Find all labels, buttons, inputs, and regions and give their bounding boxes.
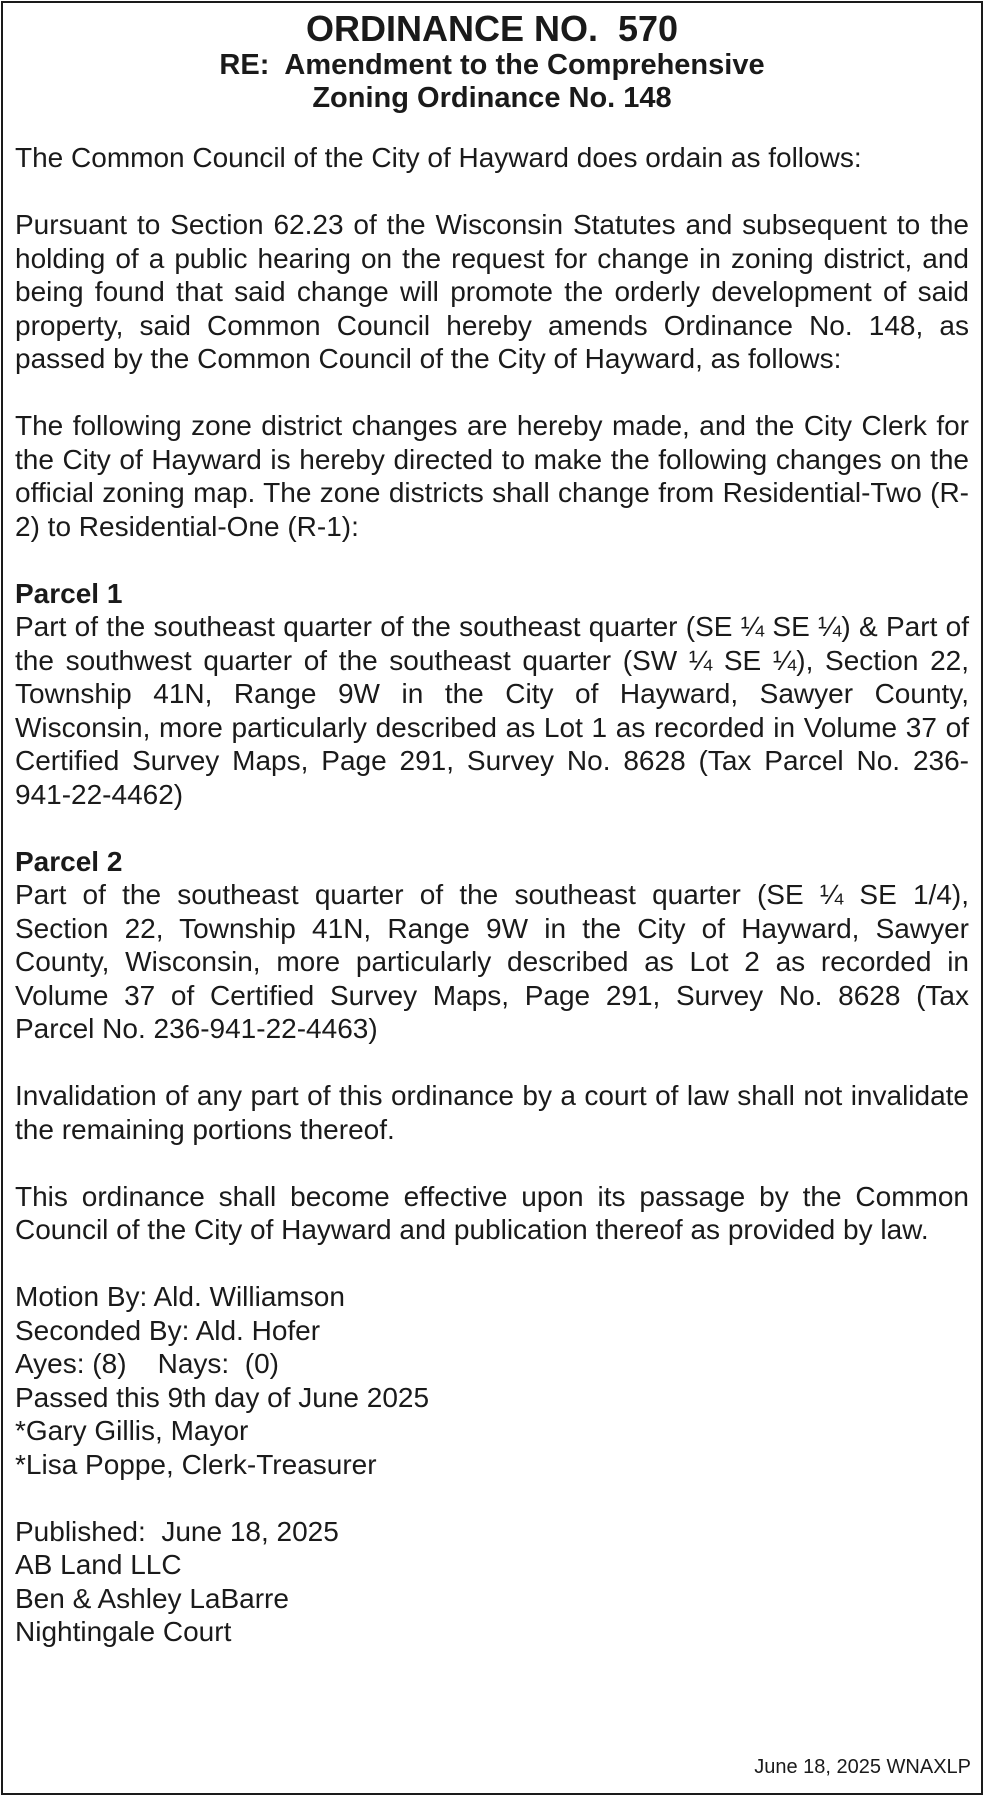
notice-body <box>3 141 981 1649</box>
clerk-signature: *Lisa Poppe, Clerk-Treasurer <box>15 1448 377 1480</box>
effective-paragraph: This ordinance shall become effective upon its passage by the Common Council of the City of Hayward and publication thereof as provided by law. <box>15 1180 969 1245</box>
party-company: AB Land LLC <box>15 1549 182 1580</box>
ordinance-title: ORDINANCE NO. 570 <box>305 8 679 49</box>
parcel-1-description: Part of the southeast quarter of the southeast quarter (SE ¼ SE ¼) & Part of the southwest quarter of the southeast quarter (SW ¼ SE ¼), Section 22, Township 41N, Range 9W in the City of Hayward, Sawyer County, Wisconsin, more particularly described as Lot 1 as recorded in Volume 37 of Certified Survey Maps, Page 291, Survey No. 8628 (Tax Parcel No. 236-941-22-4462) <box>15 611 969 810</box>
legal-notice <box>1 1 983 1795</box>
mayor-signature: *Gary Gillis, Mayor <box>15 1415 249 1446</box>
ordinance-subtitle-line2: Zoning Ordinance No. 148 <box>312 82 672 114</box>
motion-by: Motion By: Ald. Williamson <box>15 1281 345 1312</box>
zone-changes-paragraph: The following zone district changes are hereby made, and the City Clerk for the City of Hayward is hereby directed to make the following changes on the official zoning map. The zone districts shall change from Residential-Two (R-2) to Residential-One (R-1): <box>15 410 969 542</box>
party-owners: Ben & Ashley LaBarre <box>15 1582 289 1614</box>
parcel-1 <box>15 577 969 812</box>
parcel-1-heading: Parcel 1 <box>15 577 123 609</box>
passed-date: Passed this 9th day of June 2025 <box>15 1381 430 1413</box>
publication-stamp: June 18, 2025 WNAXLP <box>754 1756 971 1778</box>
published-date: Published: June 18, 2025 <box>15 1515 339 1547</box>
parcel-2-heading: Parcel 2 <box>15 845 123 877</box>
seconded-by: Seconded By: Ald. Hofer <box>15 1314 321 1346</box>
parcel-2-description: Part of the southeast quarter of the southeast quarter (SE ¼ SE 1/4), Section 22, Township 41N, Range 9W in the City of Hayward, Sawyer County, Wisconsin, more particularly described as Lot 2 as recorded in Volume 37 of Certified Survey Maps, Page 291, Survey No. 8628 (Tax Parcel No. 236-941-22-4463) <box>15 879 969 1044</box>
vote-record <box>15 1280 969 1481</box>
publication-info <box>15 1515 969 1649</box>
ordinance-subtitle-line1: RE: Amendment to the Comprehensive <box>219 49 765 81</box>
intro-paragraph: The Common Council of the City of Hayward does ordain as follows: <box>15 142 862 173</box>
ayes-nays: Ayes: (8) Nays: (0) <box>15 1348 279 1379</box>
pursuant-paragraph: Pursuant to Section 62.23 of the Wisconsin Statutes and subsequent to the holding of a public hearing on the request for change in zoning district, and being found that said change will promote the orderly development of said property, said Common Council hereby amends Ordinance No. 148, as passed by the Common Council of the City of Hayward, as follows: <box>15 209 969 374</box>
invalidation-paragraph: Invalidation of any part of this ordinance by a court of law shall not invalidate the remaining portions thereof. <box>15 1080 969 1145</box>
property-location: Nightingale Court <box>15 1616 232 1647</box>
parcel-2 <box>15 845 969 1046</box>
notice-header <box>3 3 981 115</box>
